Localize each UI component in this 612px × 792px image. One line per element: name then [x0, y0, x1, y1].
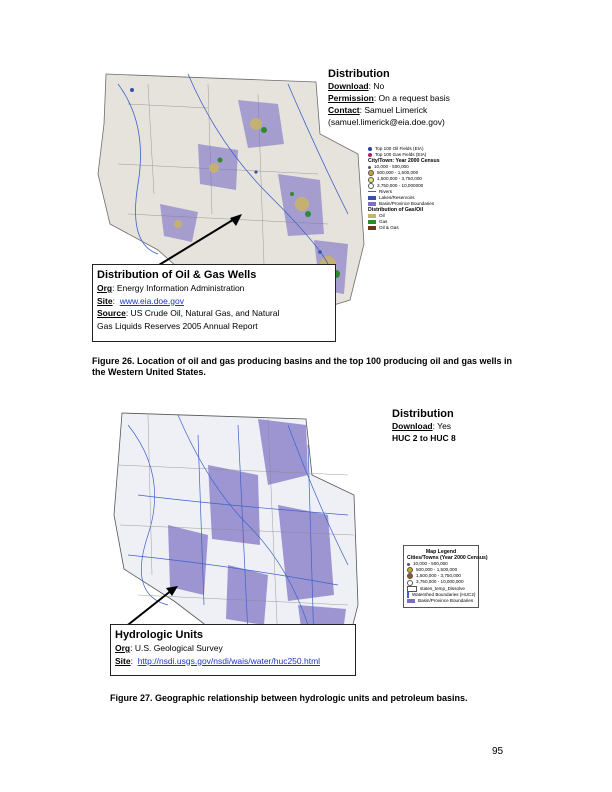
watershed-swatch-icon [407, 592, 409, 598]
fig2-distribution-block [392, 408, 542, 444]
oil-gas-swatch-icon [368, 226, 376, 230]
city-size-1-icon [368, 166, 371, 169]
fig1-info-box [92, 264, 336, 342]
oil-field-marker-icon [368, 147, 372, 151]
fig1-map-legend: Top 100 Oil Fields (EIA) Top 100 Gas Fields (EIA) City/Town: Year 2000 Census 10,000 - 500,000 500,000 - 1,500,000 1,500,000 - 3,750,000 3,750,000 - 10,000000 Rivers Lakes/Reservoirs Basin/Province Boundaries Distribution of Gas/Oil Oil Gas Oil & Gas [368, 146, 440, 231]
city-size-4-icon [368, 183, 374, 189]
fig1-source-line: Source: US Crude Oil, Natural Gas, and Natural [97, 308, 280, 318]
fig2-download-line: Download: Yes [392, 421, 452, 431]
fig1-download-line: Download: No [328, 81, 385, 91]
fig2-map-legend: Map Legend Cities/Towns (Year 2000 Census) 10,000 - 500,000 500,000 - 1,500,000 1,500,000 - 3,750,000 3,750,000 - 10,000,000 states_temp_Dissolve Watershed Boundaries (HUC2) Basin/Province Boundaries [403, 545, 479, 608]
city-size-3-icon [368, 177, 374, 183]
fig2-site-line: Site: http://nsdi.usgs.gov/nsdi/wais/water/huc250.html [115, 655, 321, 666]
rivers-line-icon [368, 191, 376, 192]
fig1-info-title: Distribution of Oil & Gas Wells [97, 269, 257, 281]
basin-swatch-icon [407, 599, 415, 603]
fig2-org-line: Org: U.S. Geological Survey [115, 643, 223, 653]
fig2-distribution-title: Distribution [392, 408, 454, 420]
fig1-permission-line: Permission: On a request basis [328, 93, 450, 103]
fig1-contact-line: Contact: Samuel Limerick [328, 105, 428, 115]
fig2-info-box [110, 624, 356, 676]
basin-swatch-icon [368, 202, 376, 206]
fig1-pointer-arrow [150, 210, 250, 272]
page-number: 95 [492, 746, 504, 757]
figure-26-caption: Figure 26. Location of oil and gas producing basins and the top 100 producing oil and gas wells in the Western United States. [92, 356, 513, 377]
fig1-distribution-block [328, 68, 478, 128]
lakes-swatch-icon [368, 196, 376, 200]
fig2-site-link[interactable]: http://nsdi.usgs.gov/nsdi/wais/water/huc250.html [137, 655, 321, 666]
gas-swatch-icon [368, 220, 376, 224]
figure-27-caption: Figure 27. Geographic relationship between hydrologic units and petroleum basins. [110, 693, 468, 703]
fig2-info-title: Hydrologic Units [115, 629, 204, 641]
fig1-site-line: Site: www.eia.doe.gov [97, 295, 184, 306]
gas-field-marker-icon [368, 153, 372, 157]
fig1-distribution-title: Distribution [328, 68, 390, 80]
fig1-site-link[interactable]: www.eia.doe.gov [119, 295, 184, 306]
city-size-1-icon [407, 563, 410, 566]
fig1-contact-email: (samuel.limerick@eia.doe.gov) [328, 117, 445, 127]
fig2-huc-range: HUC 2 to HUC 8 [392, 433, 456, 443]
city-size-4-icon [407, 580, 413, 586]
fig1-source-line2: Gas Liquids Reserves 2005 Annual Report [97, 320, 258, 331]
fig1-org-line: Org: Energy Information Administration [97, 283, 245, 293]
oil-swatch-icon [368, 214, 376, 218]
